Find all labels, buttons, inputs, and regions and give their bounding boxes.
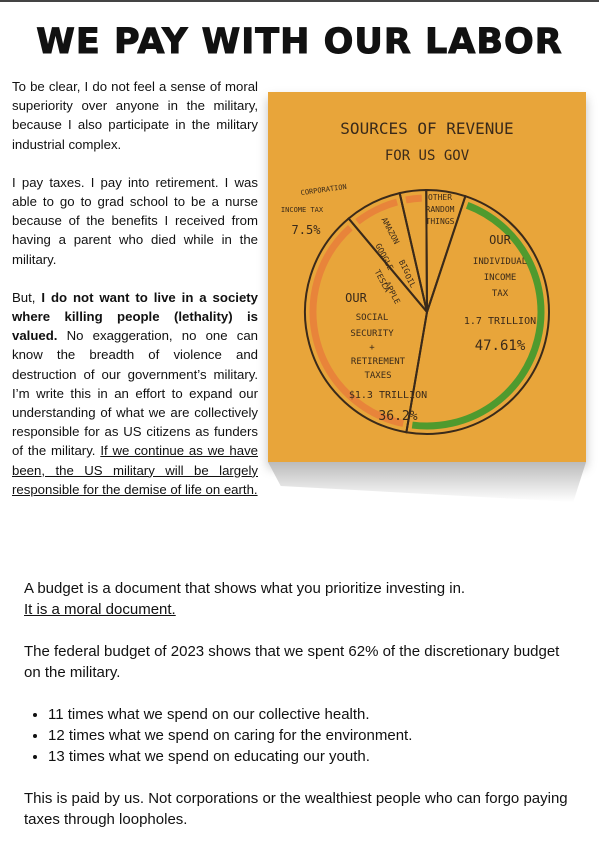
slice-label: + xyxy=(369,343,375,353)
slice-label: SOCIAL xyxy=(355,313,389,323)
slice-label: INDIVIDUAL xyxy=(472,257,528,267)
moral-document-sentence: It is a moral document. xyxy=(24,601,176,618)
chart-title-line-1: SOURCES OF REVENUE xyxy=(340,119,514,138)
lower-paragraph-2: The federal budget of 2023 shows that we spent 62% of the discretionary budget on the military. xyxy=(24,643,560,681)
p3-mid: No exaggeration, no one can know the breadth of violence and destruction of our government’s military. I’m write this in an effort to expand our understanding of what we are collectively responsible for as US citizens as funders of the military. xyxy=(12,328,258,459)
page-title: WE PAY WITH OUR LABOR xyxy=(36,22,563,62)
slice-label: OUR xyxy=(489,233,511,247)
top-rule xyxy=(0,0,599,2)
pie-slice-highlight xyxy=(406,198,422,200)
slice-percent: 47.61% xyxy=(474,338,526,354)
pie-chart-photo xyxy=(268,92,586,462)
left-column xyxy=(12,77,258,518)
slice-label: OUR xyxy=(345,291,367,305)
pie-chart xyxy=(268,92,586,462)
paragraph-1: To be clear, I do not feel a sense of moral superiority over anyone in the military, because I also participate in the military industrial complex. xyxy=(12,79,258,152)
slice-label: SECURITY xyxy=(350,329,394,339)
slice-label: OIL xyxy=(402,272,418,290)
lower-paragraph-3: This is paid by us. Not corporations or the wealthiest people who can forgo paying taxes through loopholes. xyxy=(24,790,568,828)
bullet-item: • 11 times what we spend on our collective health. xyxy=(48,704,580,725)
slice-percent: 7.5% xyxy=(291,223,321,237)
p3-underline: If we continue as we have been, the US military will be largely responsible for the demise of life on earth. xyxy=(12,443,259,497)
slice-label: CORPORATION xyxy=(300,182,348,198)
slice-percent: 36.2% xyxy=(378,409,418,424)
bullet-item: • 12 times what we spend on caring for the environment. xyxy=(48,725,580,746)
slice-label: THINGS xyxy=(425,217,455,226)
slice-label: GOOGLE xyxy=(373,241,395,272)
p3-bold: I do not want to live in a society where killing people (lethality) is valued. xyxy=(12,289,259,344)
paragraph-3 xyxy=(12,288,258,499)
slice-label: TESLA xyxy=(372,268,392,294)
bullet-item: • 13 times what we spend on educating our youth. xyxy=(48,746,580,767)
pie-slice xyxy=(400,190,427,312)
pie-slice-highlight xyxy=(357,202,397,222)
slice-label: RETIREMENT xyxy=(350,357,406,367)
lower-section xyxy=(24,578,580,851)
slice-label: TAXES xyxy=(364,371,392,381)
bullet-list xyxy=(24,704,580,767)
slice-amount: $1.3 TRILLION xyxy=(348,390,428,401)
slice-label: INCOME xyxy=(483,273,517,283)
photo-page-curl xyxy=(268,462,586,502)
p3-start: But, xyxy=(12,289,42,305)
slice-label: OTHER xyxy=(427,193,453,202)
slice-label: AMAZON xyxy=(379,215,401,246)
chart-title-line-2: FOR US GOV xyxy=(384,148,470,164)
paragraph-2: I pay taxes. I pay into retirement. I was able to go to grad school to be a nurse because of the benefits I received from having a parent who died while in the military. xyxy=(12,174,258,267)
slice-label: RANDOM xyxy=(425,205,455,214)
slice-amount: 1.7 TRILLION xyxy=(463,316,537,327)
lower-paragraph-1 xyxy=(24,578,580,620)
slice-label: TAX xyxy=(491,289,509,299)
slice-label: INCOME TAX xyxy=(280,206,324,214)
slice-label: BIG xyxy=(396,258,412,276)
budget-sentence: A budget is a document that shows what you prioritize investing in. xyxy=(24,580,466,597)
slice-label: APPLE xyxy=(382,280,402,306)
